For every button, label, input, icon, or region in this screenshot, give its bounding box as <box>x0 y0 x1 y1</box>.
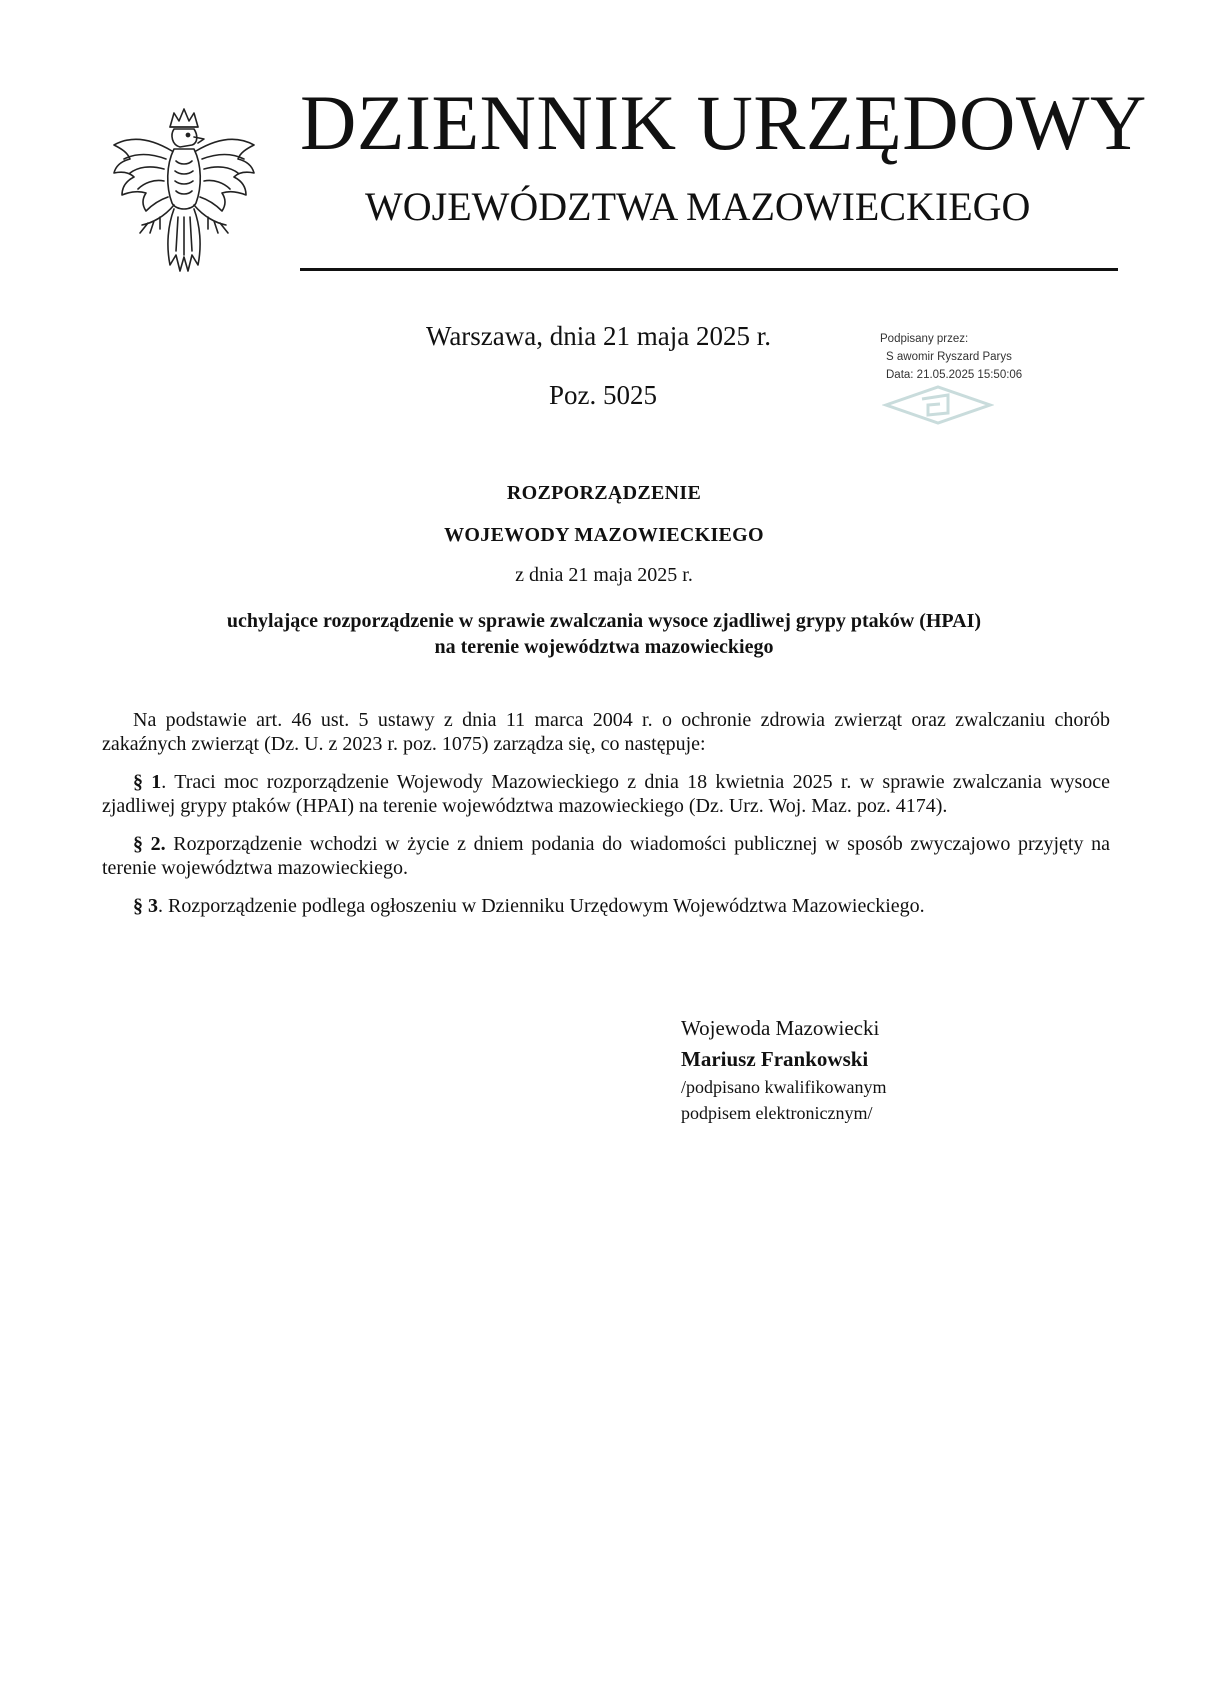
preamble: Na podstawie art. 46 ust. 5 ustawy z dnia 11 marca 2004 r. o ochronie zdrowia zwierząt oraz zwalczaniu chorób zakaźnych zwierząt (Dz. U. z 2023 r. poz. 1075) zarządza się, co następuje: <box>102 709 1110 755</box>
masthead-divider <box>300 268 1118 271</box>
section-1 <box>102 770 1110 818</box>
section-mark: § 3 <box>133 895 158 917</box>
section-text: Rozporządzenie podlega ogłoszeniu w Dzienniku Urzędowym Województwa Mazowieckiego. <box>163 895 925 917</box>
section-text: Rozporządzenie wchodzi w życie z dniem podania do wiadomości publicznej w sposób zwyczajowo przyjęty na terenie województwa mazowieckiego. <box>102 833 1111 879</box>
journal-subtitle: WOJEWÓDZTWA MAZOWIECKIEGO <box>365 184 1031 229</box>
act-type: ROZPORZĄDZENIE <box>506 482 702 504</box>
signature-stamp-line: Podpisany przez: <box>880 333 969 345</box>
act-body <box>102 708 1110 932</box>
section-mark: § 2. <box>133 833 166 855</box>
signature-note: /podpisano kwalifikowanym <box>681 1077 887 1097</box>
section-2 <box>102 832 1110 880</box>
signatory-role: Wojewoda Mazowiecki <box>681 1016 880 1040</box>
signatory-block <box>681 1012 886 1126</box>
section-3 <box>102 894 1110 918</box>
digital-signature-stamp <box>880 330 1080 384</box>
section-text: Traci moc rozporządzenie Wojewody Mazowieckiego z dnia 18 kwietnia 2025 r. w sprawie zwalczania wysoce zjadliwej grypy ptaków (HPAI) na terenie województwa mazowieckiego (Dz. Urz. Woj. Maz. poz. 4174). <box>102 771 1111 817</box>
journal-title: DZIENNIK URZĘDOWY <box>300 79 1147 166</box>
section-mark: § 1 <box>133 771 162 793</box>
act-date: z dnia 21 maja 2025 r. <box>515 564 693 586</box>
signatory-name: Mariusz Frankowski <box>681 1047 869 1071</box>
position-number: Poz. 5025 <box>549 380 657 410</box>
white-eagle-emblem-icon <box>108 105 260 277</box>
signature-note: podpisem elektronicznym/ <box>681 1103 873 1123</box>
section-separator: . <box>161 771 167 793</box>
act-title-line: uchylające rozporządzenie w sprawie zwalczania wysoce zjadliwej grypy ptaków (HPAI) <box>226 610 982 632</box>
signature-stamp-date: Data: 21.05.2025 15:50:06 <box>886 369 1023 381</box>
section-separator: . <box>158 895 163 917</box>
act-title-line: na terenie województwa mazowieckiego <box>434 636 774 658</box>
place-date: Warszawa, dnia 21 maja 2025 r. <box>426 321 771 351</box>
signature-stamp-signer: S awomir Ryszard Parys <box>886 351 1012 363</box>
act-title <box>0 608 1208 660</box>
act-author: WOJEWODY MAZOWIECKIEGO <box>444 524 764 546</box>
signature-validation-icon <box>882 385 994 425</box>
